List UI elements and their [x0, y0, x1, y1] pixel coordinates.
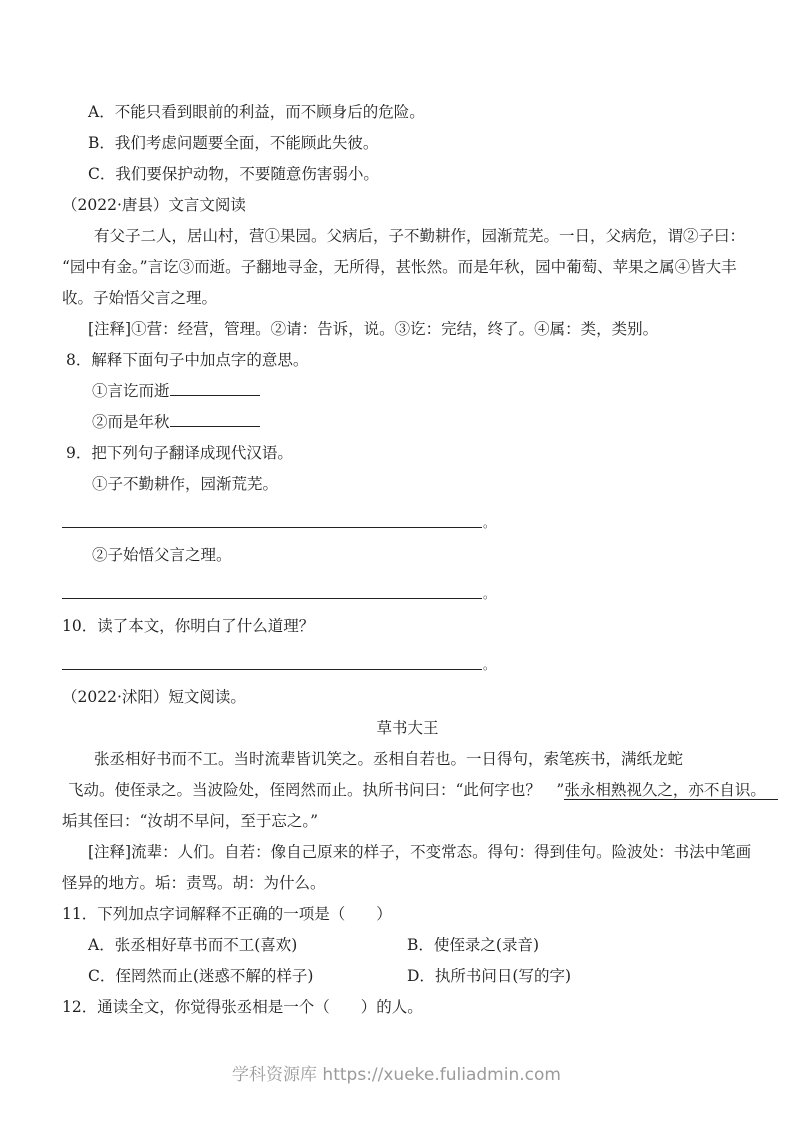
- period-after-rule-1: 。: [483, 516, 496, 530]
- footer-watermark: 学科资源库 https://xueke.fuliadmin.com: [232, 1065, 561, 1085]
- q11-options-row-2: [62, 961, 753, 992]
- question-12-label: 12．通读全文，你觉得张丞相是一个（ ）的人。: [62, 998, 423, 1016]
- section1-notes: [注释]①营：经营，管理。②请：告诉，说。③讫：完结，终了。④属：类，类别。: [88, 320, 659, 338]
- answer-blank-row-3: [62, 642, 753, 682]
- q9-item-2: ②子始悟父言之理。: [92, 546, 232, 564]
- passage-line-2-underlined: 张永相熟视久之，亦不自识。: [564, 781, 778, 800]
- q8-item-2-text: ②而是年秋: [92, 413, 170, 431]
- q11-option-d: D．执所书问日(写的字): [407, 967, 572, 985]
- short-answer-blank-1: [170, 380, 260, 396]
- choice-a: A．不能只看到眼前的利益，而不顾身后的危险。: [88, 103, 425, 121]
- q11-option-b: B．使侄录之(录音): [407, 936, 539, 954]
- answer-blank-row-1: [62, 500, 753, 540]
- section1-passage-line-1: 有父子二人，居山村，营①果园。父病后，子不勤耕作，园渐荒芜。一日，父病危，谓②子曰：: [94, 227, 746, 245]
- question-8-label: 8．解释下面句子中加点字的意思。: [66, 351, 309, 369]
- question-9-label: 9．把下列句子翻译成现代汉语。: [66, 444, 293, 462]
- section2-notes-line-1: [注释]流辈：人们。自若：像自己原来的样子，不变常态。得句：得到佳句。险波处：书法中笔画: [88, 843, 752, 861]
- document-content: [62, 97, 766, 1023]
- q11-option-c: C．侄罔然而止(迷惑不解的样子): [88, 967, 314, 985]
- q8-item-2: [62, 407, 753, 438]
- answer-blank-row-2: [62, 571, 753, 611]
- section1-passage-line-3: 收。子始悟父言之理。: [62, 289, 218, 307]
- question-11-label: 11．下列加点字词解释不正确的一项是（ ）: [62, 905, 392, 923]
- q8-item-1-text: ①言讫而逝: [92, 382, 170, 400]
- passage-title: 草书大王: [376, 719, 439, 737]
- answer-rule-1: [62, 500, 482, 528]
- q8-item-1: [62, 376, 753, 407]
- question-10-label: 10．读了本文，你明白了什么道理？: [62, 617, 315, 635]
- section2-passage-line-3: 垢其侄曰：“汝胡不早问，至于忘之。”: [62, 812, 319, 830]
- section2-header: （2022·沭阳）短文阅读。: [62, 688, 246, 706]
- section2-notes-line-2: 怪异的地方。垢：责骂。胡：为什么。: [62, 874, 326, 892]
- passage-line-2-plain: 飞动。使侄录之。当波险处，侄罔然而止。执所书问曰：“此何字也？ ”: [68, 781, 565, 799]
- answer-rule-2: [62, 571, 482, 599]
- short-answer-blank-2: [170, 411, 260, 427]
- period-after-rule-3: 。: [483, 658, 496, 672]
- section1-passage-line-2: “园中有金。”言讫③而逝。子翻地寻金，无所得，甚怅然。而是年秋，园中葡萄、苹果之属④皆大丰: [62, 258, 737, 276]
- q11-options-row-1: [62, 930, 753, 961]
- section2-passage-line-1: 张丞相好书而不工。当时流辈皆讥笑之。丞相自若也。一日得句，索笔疾书，满纸龙蛇: [94, 750, 684, 768]
- section2-passage-line-2: [62, 775, 766, 806]
- answer-rule-3: [62, 642, 482, 670]
- q9-item-1: ①子不勤耕作，园渐荒芜。: [92, 475, 279, 493]
- period-after-rule-2: 。: [483, 587, 496, 601]
- section1-header: （2022·唐县）文言文阅读: [62, 196, 246, 214]
- choice-b: B．我们考虑问题要全面，不能顾此失彼。: [88, 134, 379, 152]
- q11-option-a: A．张丞相好草书而不工(喜欢): [88, 936, 298, 954]
- choice-c: C．我们要保护动物，不要随意伤害弱小。: [88, 165, 379, 183]
